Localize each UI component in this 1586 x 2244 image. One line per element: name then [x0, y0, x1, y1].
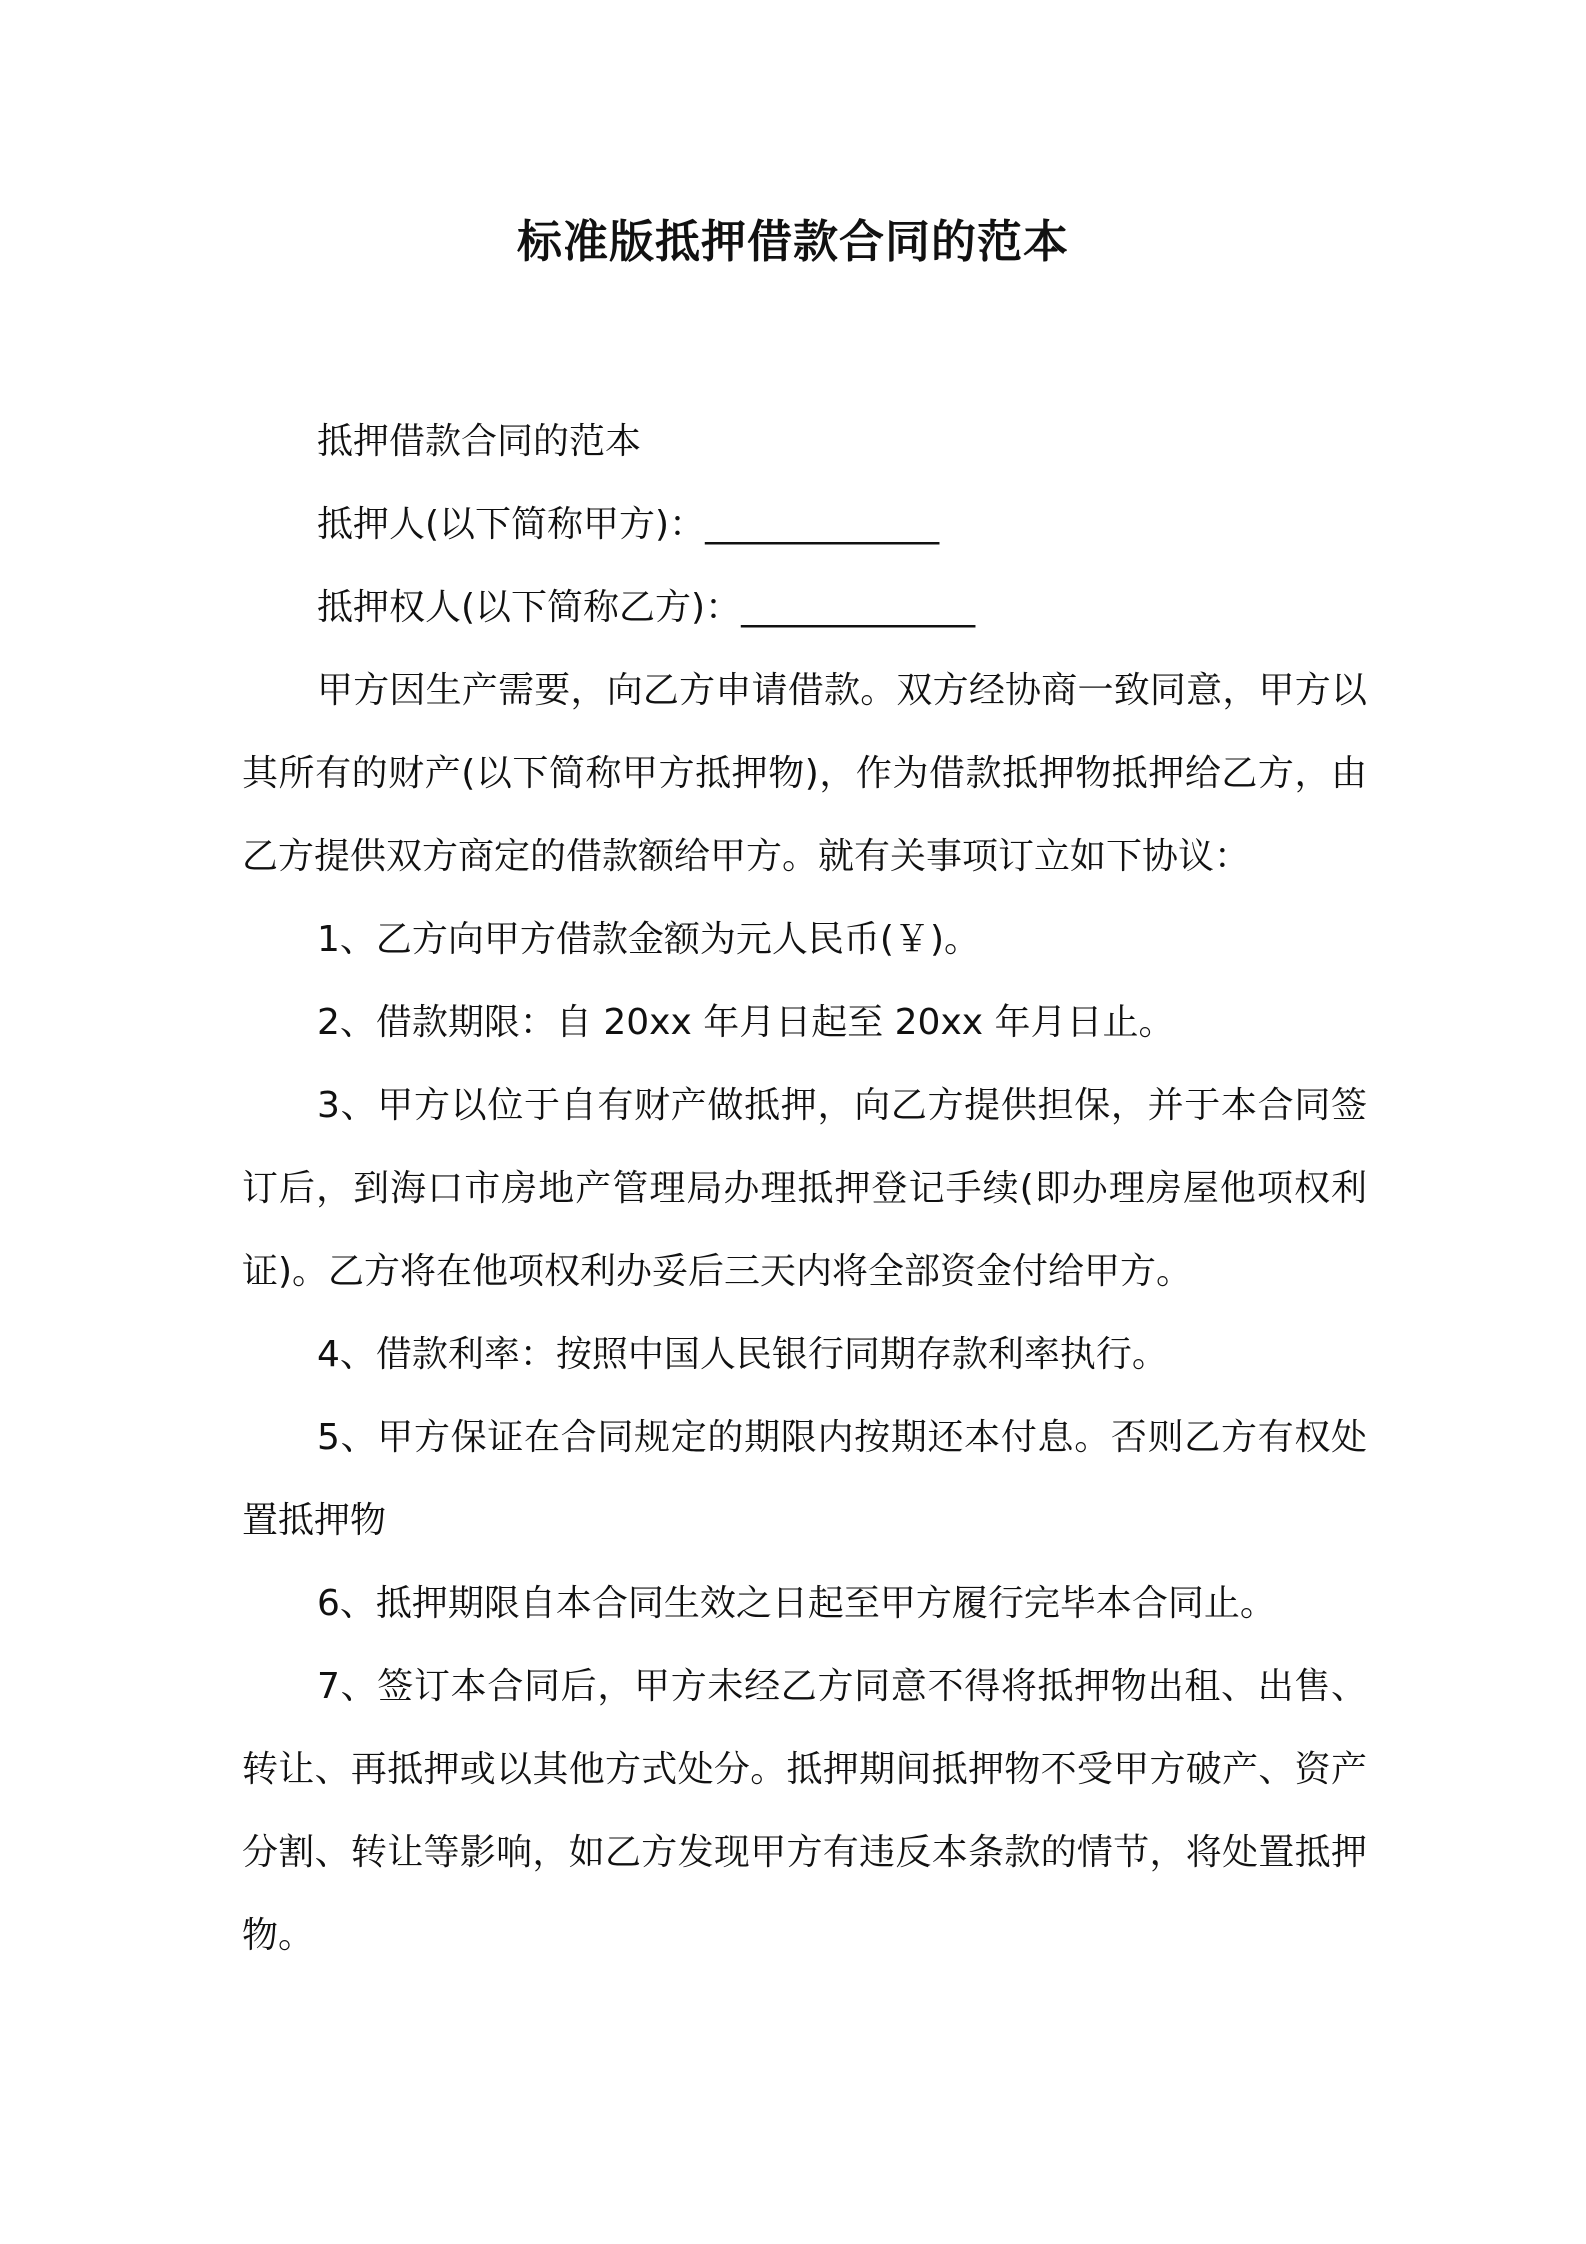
- paragraph-subtitle: 抵押借款合同的范本: [317, 421, 642, 462]
- clause-1: 1、乙方向甲方借款金额为元人民币(￥)。: [317, 919, 980, 960]
- paragraph-mortgagor: 抵押人(以下简称甲方)：_____________: [317, 504, 940, 545]
- document-title: 标准版抵押借款合同的范本: [516, 215, 1069, 268]
- clause-7: 7、签订本合同后，甲方未经乙方同意不得将抵押物出租、出售、转让、再抵押或以其他方式处分。抵押期间抵押物不受甲方破产、资产分割、转让等影响，如乙方发现甲方有违反本条款的情节，将处置抵押物。: [242, 1666, 1367, 1956]
- clause-6: 6、抵押期限自本合同生效之日起至甲方履行完毕本合同止。: [317, 1583, 1276, 1624]
- document-body: [242, 400, 1367, 1977]
- clause-4: 4、借款利率：按照中国人民银行同期存款利率执行。: [317, 1334, 1168, 1375]
- clause-2: 2、借款期限：自 20xx 年月日起至 20xx 年月日止。: [317, 1002, 1175, 1043]
- paragraph-preamble: 甲方因生产需要，向乙方申请借款。双方经协商一致同意，甲方以其所有的财产(以下简称甲方抵押物)，作为借款抵押物抵押给乙方，由乙方提供双方商定的借款额给甲方。就有关事项订立如下协议：: [242, 670, 1367, 877]
- clause-5: 5、甲方保证在合同规定的期限内按期还本付息。否则乙方有权处置抵押物: [242, 1417, 1367, 1541]
- clause-3: 3、甲方以位于自有财产做抵押，向乙方提供担保，并于本合同签订后，到海口市房地产管理局办理抵押登记手续(即办理房屋他项权利证)。乙方将在他项权利办妥后三天内将全部资金付给甲方。: [242, 1085, 1367, 1292]
- paragraph-mortgagee: 抵押权人(以下简称乙方)：_____________: [317, 587, 976, 628]
